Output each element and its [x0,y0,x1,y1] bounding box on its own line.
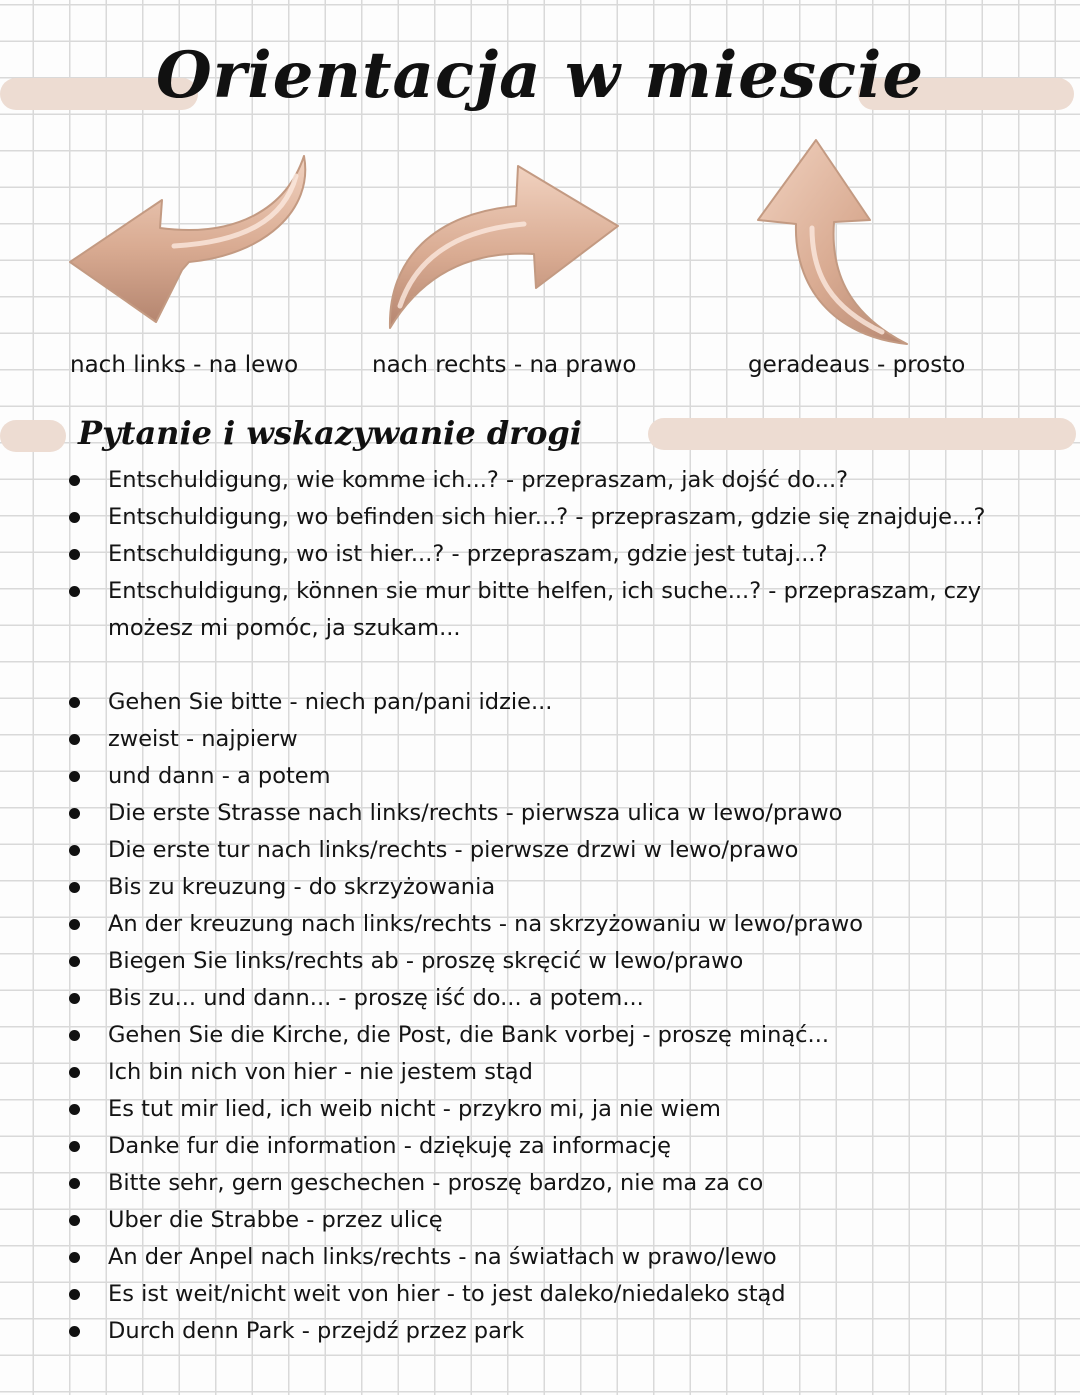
subtitle-bar-left [0,420,66,452]
phrase-text: zweist - najpierw [108,726,298,752]
list-item [108,758,1028,795]
list-item [108,499,1028,536]
arrow-left-icon [64,150,314,335]
bullet-icon [69,1030,80,1041]
list-item [108,1276,1028,1313]
list-item [108,1091,1028,1128]
bullet-icon [69,808,80,819]
bullet-icon [69,549,80,560]
list-item [108,1054,1028,1091]
arrow-label-left: nach links - na lewo [70,352,299,378]
list-item [108,684,1028,721]
arrow-label-right: nach rechts - na prawo [372,352,637,378]
bullet-icon [69,475,80,486]
phrase-text: Danke fur die information - dziękuję za informację [108,1133,671,1159]
bullet-icon [69,734,80,745]
list-item [108,1202,1028,1239]
bullet-icon [69,1067,80,1078]
arrow-up-icon [752,136,912,351]
phrase-text: Entschuldigung, wo befinden sich hier...? - przepraszam, gdzie się znajduje...? [108,504,986,530]
phrase-text: Es ist weit/nicht weit von hier - to jest daleko/niedaleko stąd [108,1281,786,1307]
phrase-text: Entschuldigung, können sie mur bitte helfen, ich suche...? - przepraszam, czy możesz mi pomóc, ja szukam... [108,578,982,641]
phrase-text: Durch denn Park - przejdź przez park [108,1318,525,1344]
list-item [108,795,1028,832]
bullet-icon [69,1178,80,1189]
list-item [108,869,1028,906]
phrase-text: und dann - a potem [108,763,331,789]
subtitle-bar-right [648,418,1076,450]
bullet-icon [69,845,80,856]
phrase-text: Uber die Strabbe - przez ulicę [108,1207,443,1233]
bullet-icon [69,919,80,930]
phrase-text: Gehen Sie die Kirche, die Post, die Bank vorbej - proszę minąć... [108,1022,829,1048]
bullet-icon [69,1326,80,1337]
bullet-icon [69,993,80,1004]
bullet-icon [69,1289,80,1300]
list-item [108,536,1028,573]
phrase-text: Bis zu... und dann... - proszę iść do... a potem... [108,985,644,1011]
bullet-icon [69,1252,80,1263]
list-item [108,980,1028,1017]
bullet-icon [69,1141,80,1152]
list-item [108,943,1028,980]
phrase-text: Gehen Sie bitte - niech pan/pani idzie... [108,689,553,715]
phrase-text: An der Anpel nach links/rechts - na światłach w prawo/lewo [108,1244,777,1270]
phrase-text: Es tut mir lied, ich weib nicht - przykro mi, ja nie wiem [108,1096,721,1122]
bullet-icon [69,697,80,708]
bullet-icon [69,882,80,893]
bullet-icon [69,586,80,597]
phrase-text: An der kreuzung nach links/rechts - na skrzyżowaniu w lewo/prawo [108,911,864,937]
list-item [108,1017,1028,1054]
bullet-icon [69,771,80,782]
phrase-text: Die erste tur nach links/rechts - pierwsze drzwi w lewo/prawo [108,837,799,863]
list-item [108,1313,1028,1350]
arrow-label-up: geradeaus - prosto [748,352,966,378]
list-item [108,832,1028,869]
phrase-text: Bitte sehr, gern geschechen - proszę bardzo, nie ma za co [108,1170,764,1196]
phrase-text: Ich bin nich von hier - nie jestem stąd [108,1059,533,1085]
list-item [108,1239,1028,1276]
phrase-text: Entschuldigung, wie komme ich...? - przepraszam, jak dojść do...? [108,467,849,493]
arrow-right-icon [386,158,626,333]
phrase-text: Die erste Strasse nach links/rechts - pierwsza ulica w lewo/prawo [108,800,843,826]
list-item [108,1165,1028,1202]
page-title: Orientacja w miescie [155,38,925,113]
bullet-icon [69,1215,80,1226]
bullet-icon [69,956,80,967]
list-item [108,1128,1028,1165]
bullet-icon [69,1104,80,1115]
phrase-text: Bis zu kreuzung - do skrzyżowania [108,874,496,900]
phrase-text: Entschuldigung, wo ist hier...? - przepraszam, gdzie jest tutaj...? [108,541,828,567]
phrase-text: Biegen Sie links/rechts ab - proszę skręcić w lewo/prawo [108,948,744,974]
list-item [108,906,1028,943]
bullet-icon [69,512,80,523]
list-item [108,573,1028,647]
list-item [108,462,1028,499]
section-subtitle: Pytanie i wskazywanie drogi [78,414,582,452]
list-item [108,721,1028,758]
